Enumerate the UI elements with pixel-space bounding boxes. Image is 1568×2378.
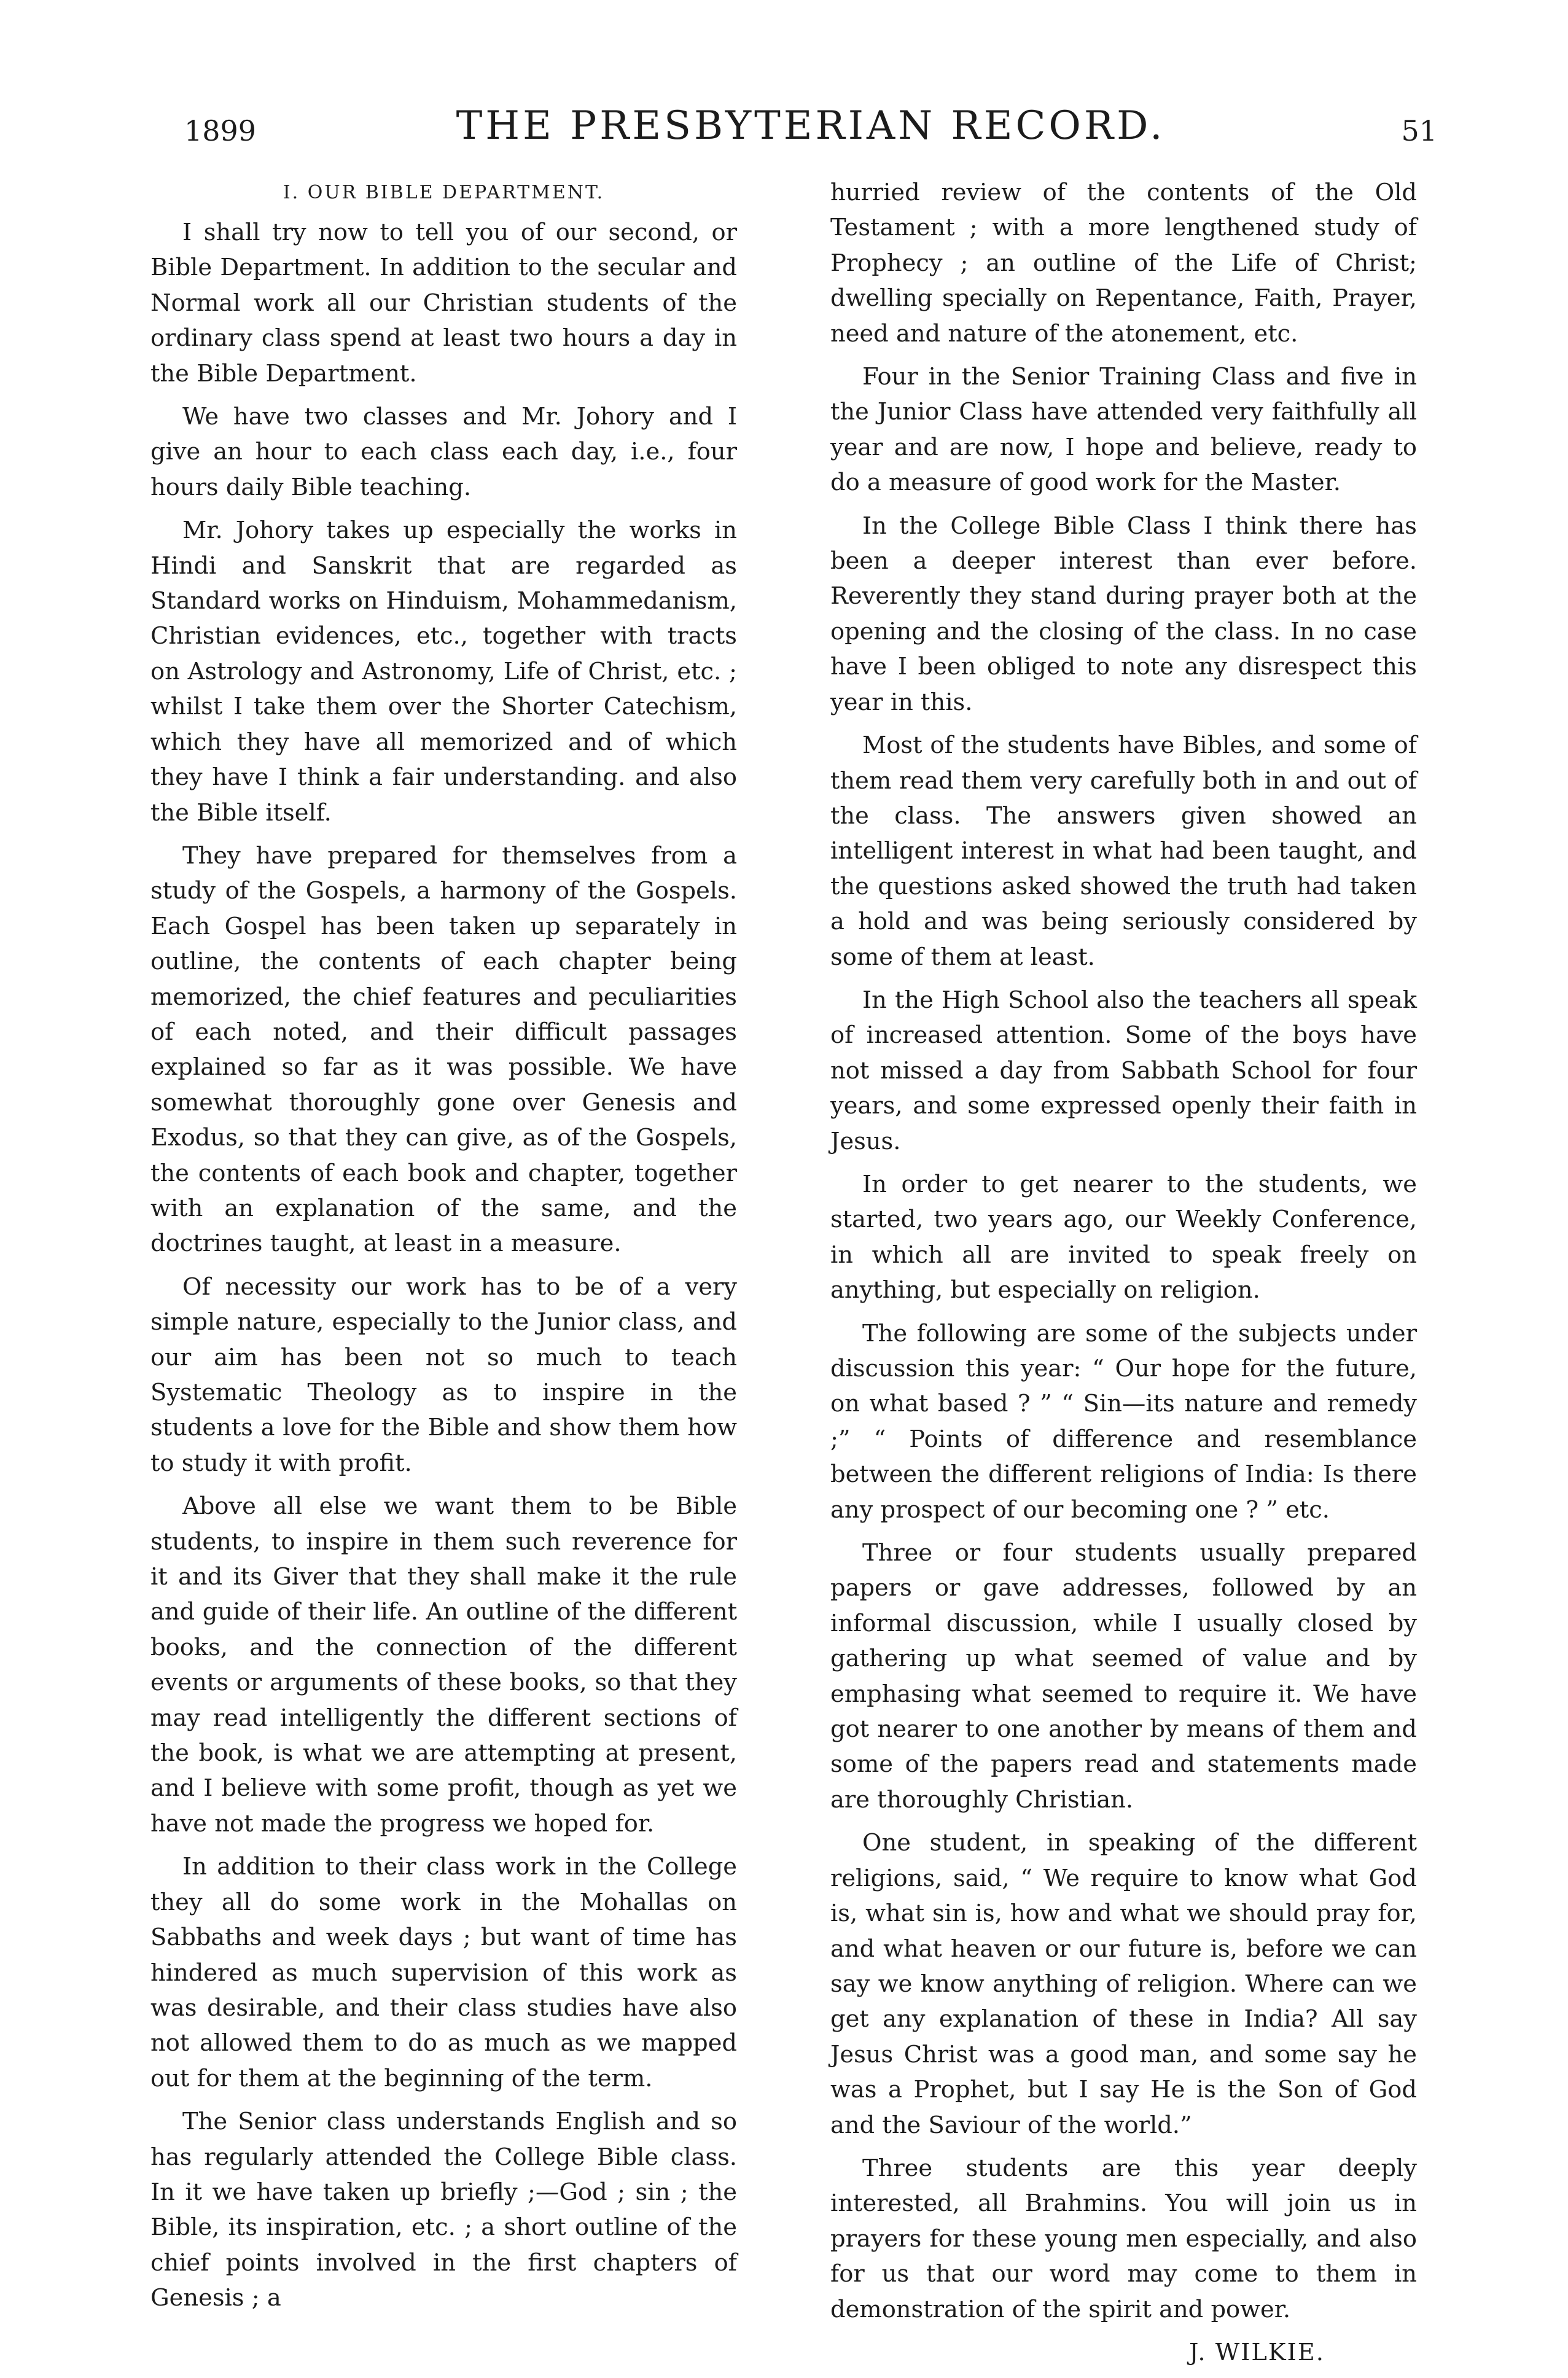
section-title: I. OUR BIBLE DEPARTMENT. [283, 182, 605, 203]
paragraph: The following are some of the subjects under discussion this year: “ Our hope for the future, on what based ? ” “ Sin—its nature and remedy ;” “ Points of difference and resemblance between the different religions of India: Is there any prospect of our becoming one ? ” etc. [830, 1319, 1417, 1524]
paragraph: Four in the Senior Training Class and five in the Junior Class have attended very faithfully all year and are now, I hope and believe, ready to do a measure of good work for the Master. [830, 363, 1417, 497]
author-signature: J. WILKIE. [1188, 2338, 1325, 2366]
right-column [830, 175, 1417, 2378]
paragraph: We have two classes and Mr. Johory and I give an hour to each class each day, i.e., four hours daily Bible teaching. [150, 403, 737, 501]
paragraph: In addition to their class work in the College they all do some work in the Mohallas on Sabbaths and week days ; but want of time has hindered as much supervision of this work as was desirable, and their class studies have also not allowed them to do as much as we mapped out for them at the beginning of the term. [150, 1853, 737, 2092]
paragraph: In the College Bible Class I think there has been a deeper interest than ever before. Reverently they stand during prayer both at the opening and the closing of the class. In no case have I been obliged to note any disrespect this year in this. [830, 512, 1417, 716]
paragraph: One student, in speaking of the different religions, said, “ We require to know what God is, what sin is, how and what we should pray for, and what heaven or our future is, before we can say we know anything of religion. Where can we get any explanation of these in India? All say Jesus Christ was a good man, and some say he was a Prophet, but I say He is the Son of God and the Saviour of the world.” [830, 1829, 1417, 2139]
header-year: 1899 [184, 114, 257, 147]
paragraph: They have prepared for themselves from a study of the Gospels, a harmony of the Gospels. Each Gospel has been taken up separately in outline, the contents of each chapter being memorized, the chief features and peculiarities of each noted, and their difficult passages explained so far as it was possible. We have somewhat thoroughly gone over Genesis and Exodus, so that they can give, as of the Gospels, the contents of each book and chapter, together with an explanation of the same, and the doctrines taught, at least in a measure. [150, 841, 737, 1258]
paragraph-continuation: hurried review of the contents of the Old Testament ; with a more lengthened study of Prophecy ; an outline of the Life of Christ; dwelling specially on Repentance, Faith, Prayer, need and nature of the atonement, etc. [830, 179, 1417, 348]
paragraph: Three students are this year deeply interested, all Brahmins. You will join us in prayers for these young men especially, and also for us that our word may come to them in demonstration of the spirit and power. [830, 2154, 1417, 2323]
page-number: 51 [1401, 114, 1437, 147]
paragraph: In order to get nearer to the students, we started, two years ago, our Weekly Conference, in which all are invited to speak freely on anything, but especially on religion. [830, 1170, 1417, 1304]
paragraph: I shall try now to tell you of our second, or Bible Department. In addition to the secular and Normal work all our Christian students of the ordinary class spend at least two hours a day in the Bible Department. [150, 219, 737, 388]
paragraph: Mr. Johory takes up especially the works in Hindi and Sanskrit that are regarded as Standard works on Hinduism, Mohammedanism, Christian evidences, etc., together with tracts on Astrology and Astronomy, Life of Christ, etc. ; whilst I take them over the Shorter Catechism, which they have all memorized and of which they have I think a fair understanding. and also the Bible itself. [150, 517, 737, 827]
paragraph: Above all else we want them to be Bible students, to inspire in them such reverence for it and its Giver that they shall make it the rule and guide of their life. An outline of the different books, and the connection of the different events or arguments of these books, so that they may read intelligently the different sections of the book, is what we are attempting at present, and I believe with some profit, though as yet we have not made the progress we hoped for. [150, 1492, 737, 1838]
left-column [150, 175, 737, 2324]
paragraph: Of necessity our work has to be of a very simple nature, especially to the Junior class, and our aim has been not so much to teach Systematic Theology as to inspire in the students a love for the Bible and show them how to study it with profit. [150, 1273, 737, 1477]
page-header [184, 103, 1437, 158]
paragraph: In the High School also the teachers all speak of increased attention. Some of the boys have not missed a day from Sabbath School for four years, and some expressed openly their faith in Jesus. [830, 986, 1417, 1155]
paragraph: Three or four students usually prepared papers or gave addresses, followed by an informal discussion, while I usually closed by gathering up what seemed of value and by emphasing what seemed to require it. We have got nearer to one another by means of them and some of the papers read and statements made are thoroughly Christian. [830, 1539, 1417, 1814]
paragraph: The Senior class understands English and so has regularly attended the College Bible class. In it we have taken up briefly ;—God ; sin ; the Bible, its inspiration, etc. ; a short outline of the chief points involved in the first chapters of Genesis ; a [150, 2108, 737, 2312]
paragraph: Most of the students have Bibles, and some of them read them very carefully both in and out of the class. The answers given showed an intelligent interest in what had been taught, and the questions asked showed the truth had taken a hold and was being seriously considered by some of them at least. [830, 731, 1417, 971]
header-title: THE PRESBYTERIAN RECORD. [456, 103, 1166, 149]
